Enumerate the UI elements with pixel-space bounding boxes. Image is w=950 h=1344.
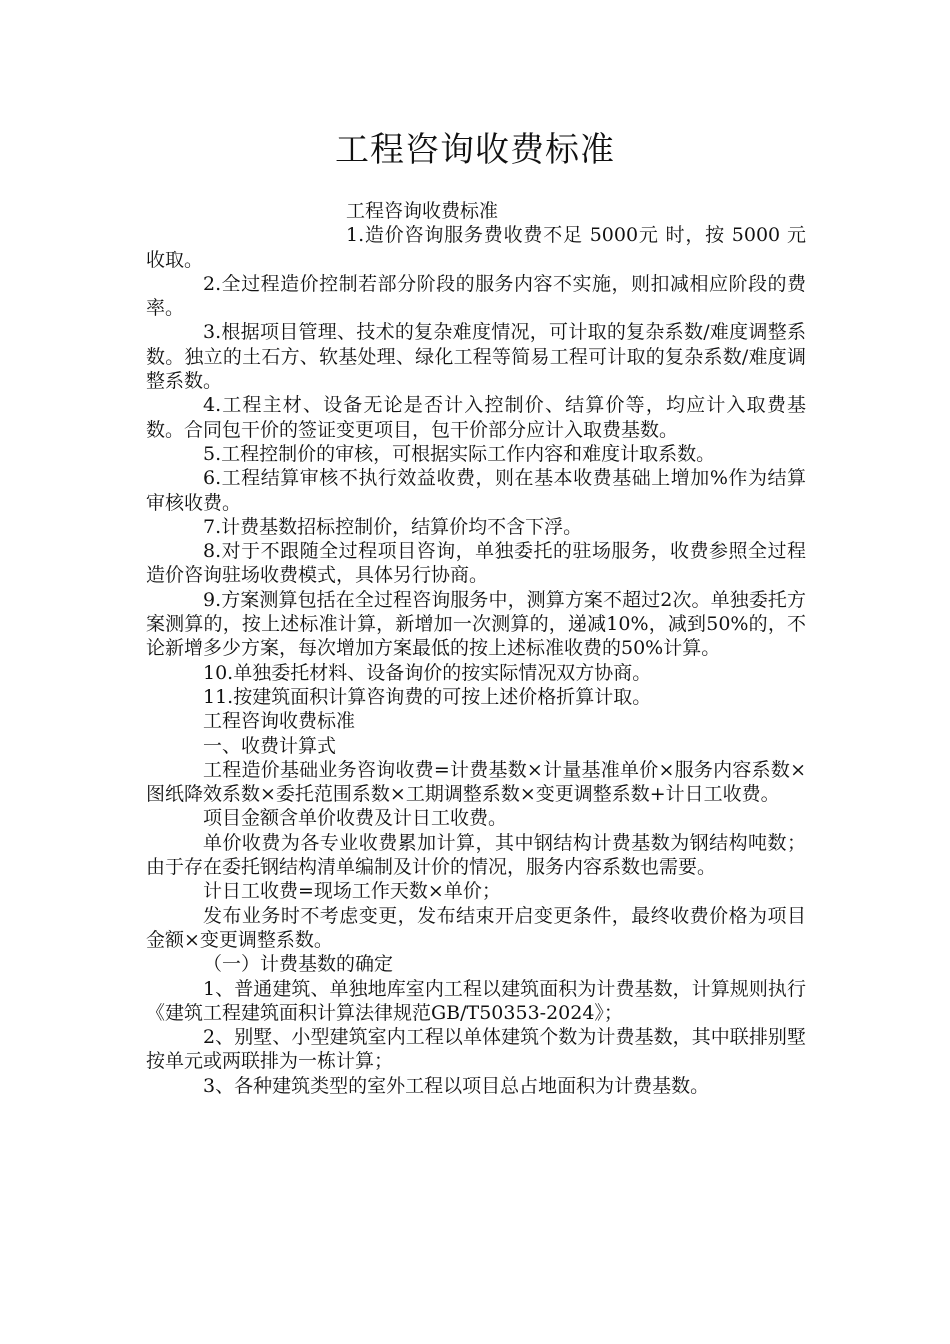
document-body xyxy=(146,199,806,1098)
basis-item-3: 3、各种建筑类型的室外工程以项目总占地面积为计费基数。 xyxy=(203,1074,710,1097)
paragraph-1: 1.造价咨询服务费收费不足 5000元 时，按 5000 元收取。 xyxy=(146,224,806,271)
formula-paragraph: 工程造价基础业务咨询收费=计费基数×计量基准单价×服务内容系数×图纸降效系数×委托范围系数×工期调整系数×变更调整系数+计日工收费。 xyxy=(146,758,806,806)
paragraph-4: 4.工程主材、设备无论是否计入控制价、结算价等，均应计入取费基数。合同包干价的签证变更项目，包干价部分应计入取费基数。 xyxy=(146,394,806,441)
paragraph-6: 6.工程结算审核不执行效益收费，则在基本收费基础上增加%作为结算审核收费。 xyxy=(146,467,806,514)
document-subtitle: 工程咨询收费标准 xyxy=(346,200,499,222)
paragraph-9: 9.方案测算包括在全过程咨询服务中，测算方案不超过2次。单独委托方案测算的，按上述标准计算，新增加一次测算的，递减10%，减到50%的，不论新增多少方案，每次增加方案最低的按上述标准收费的50%计算。 xyxy=(146,588,806,660)
basis-item-2: 2、别墅、小型建筑室内工程以单体建筑个数为计费基数，其中联排别墅按单元或两联排为一栋计算； xyxy=(146,1026,806,1073)
document-title: 工程咨询收费标准 xyxy=(335,130,615,170)
paragraph-11: 11.按建筑面积计算咨询费的可按上述价格折算计取。 xyxy=(203,685,652,708)
paragraph-10: 10.单独委托材料、设备询价的按实际情况双方协商。 xyxy=(203,661,652,684)
paragraph-7: 7.计费基数招标控制价，结算价均不含下浮。 xyxy=(203,515,583,538)
unit-price-paragraph: 单价收费为各专业收费累加计算，其中钢结构计费基数为钢结构吨数；由于存在委托钢结构清单编制及计价的情况，服务内容系数也需要。 xyxy=(146,831,806,879)
paragraph-2: 2.全过程造价控制若部分阶段的服务内容不实施，则扣减相应阶段的费率。 xyxy=(146,272,806,320)
section-heading: 工程咨询收费标准 xyxy=(203,710,356,733)
basis-heading: （一）计费基数的确定 xyxy=(203,953,394,976)
basis-item-1: 1、普通建筑、单独地库室内工程以建筑面积为计费基数，计算规则执行《建筑工程建筑面积计算法律规范GB/T50353-2024》； xyxy=(146,977,806,1024)
project-amount-paragraph: 项目金额含单价收费及计日工收费。 xyxy=(203,807,508,830)
paragraph-3: 3.根据项目管理、技术的复杂难度情况，可计取的复杂系数/难度调整系数。独立的土石方、软基处理、绿化工程等简易工程可计取的复杂系数/难度调整系数。 xyxy=(146,321,806,393)
paragraph-5: 5.工程控制价的审核，可根据实际工作内容和难度计取系数。 xyxy=(203,442,716,465)
section-subheading: 一、收费计算式 xyxy=(203,734,337,757)
daily-work-paragraph: 计日工收费=现场工作天数×单价； xyxy=(203,880,501,903)
paragraph-8: 8.对于不跟随全过程项目咨询，单独委托的驻场服务，收费参照全过程造价咨询驻场收费模式，具体另行协商。 xyxy=(146,540,806,587)
change-paragraph: 发布业务时不考虑变更，发布结束开启变更条件，最终收费价格为项目金额×变更调整系数。 xyxy=(146,904,806,951)
